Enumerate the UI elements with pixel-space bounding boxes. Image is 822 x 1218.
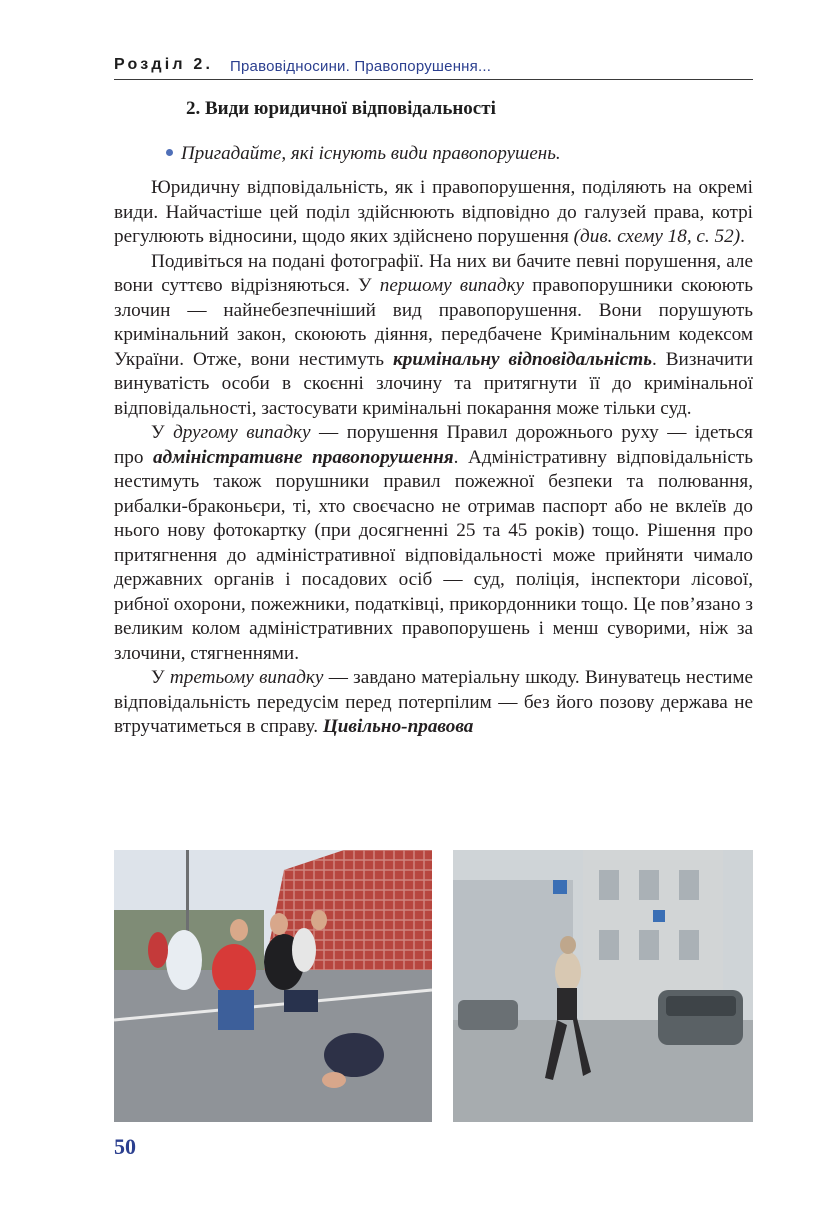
paragraph-2 (114, 250, 753, 422)
paragraph-text: . (740, 226, 745, 247)
term-criminal-liability: кримінальну відповідальність (393, 348, 652, 370)
photo-jaywalking (453, 850, 753, 1122)
street-fight-image (114, 850, 432, 1122)
paragraph-text: . Визначити винуватість особи в скоєнні злочину та притягнути її до кримінальної відповідальності, застосувати кримінальні покарання може тільки суд. (114, 348, 753, 419)
bullet-icon (166, 149, 173, 156)
recall-prompt (166, 143, 561, 165)
paragraph-text: — завдано матеріальну шкоду. Винуватець нестиме відповідальність передусім перед потерпілим — без його позову держава не втручатиметься в справу. (114, 667, 753, 737)
body-text (114, 176, 753, 740)
paragraph-4 (114, 666, 753, 740)
running-header (114, 52, 753, 80)
paragraph-text: У (151, 667, 170, 688)
paragraph-3 (114, 421, 753, 666)
paragraph-1 (114, 176, 753, 250)
recall-text: Пригадайте, які існують види правопорушень. (181, 143, 561, 164)
term-administrative-offense: адміністративне правопорушення (153, 446, 454, 468)
jaywalking-image (453, 850, 753, 1122)
schema-reference: (див. схему 18, с. 52) (573, 226, 741, 247)
paragraph-text: . Адміністративну відповідальність нестимуть також порушники правил пожежної безпеки та полювання, рибалки-браконьєри, ті, хто своєчасно не отримав паспорт або не вклеїв до нього нову фотокартку (при досягненні 25 та 45 років) тощо. Рішення про притягнення до адміністративної відповідальності може прийняти чимало державних органів і посадових осіб — суд, поліція, інспектори лісової, рибної охорони, пожежники, податківці, прикордонники тощо. Це пов’язано з великим колом адміністративних правопорушень і менш суворими, ніж за злочини, стягненнями. (114, 446, 753, 664)
chapter-label: Розділ 2. (114, 56, 214, 73)
paragraph-text: Подивіться на подані фотографії. На них ви бачите певні порушення, але вони суттєво відрізняються. У (114, 250, 753, 296)
emphasis-first-case: першому випадку (379, 275, 525, 296)
chapter-topic: Правовідносини. Правопорушення... (230, 58, 492, 75)
paragraph-text: — порушення Правил дорожнього руху — ідеться про (114, 422, 754, 468)
paragraph-text: У (151, 422, 174, 443)
paragraph-text: Юридичну відповідальність, як і правопорушення, поділяють на окремі види. Найчастіше цей поділ здійснюють відповідно до галузей права, котрі регулюють відносини, щодо яких здійснено порушення (114, 177, 753, 247)
emphasis-second-case: другому випадку (173, 422, 311, 443)
page-number: 50 (114, 1134, 136, 1159)
section-title: 2. Види юридичної відповідальності (186, 98, 496, 119)
photo-street-fight (114, 850, 432, 1122)
paragraph-text: правопорушники скоюють злочин — найнебезпечніший вид правопорушення. Вони порушують кримінальний закон, скоюють діяння, передбачене Кримінальним кодексом України. Отже, вони нестимуть (114, 275, 753, 370)
term-civil-liability: Цивільно-правова (322, 716, 474, 737)
emphasis-third-case: третьому випадку (169, 667, 324, 688)
